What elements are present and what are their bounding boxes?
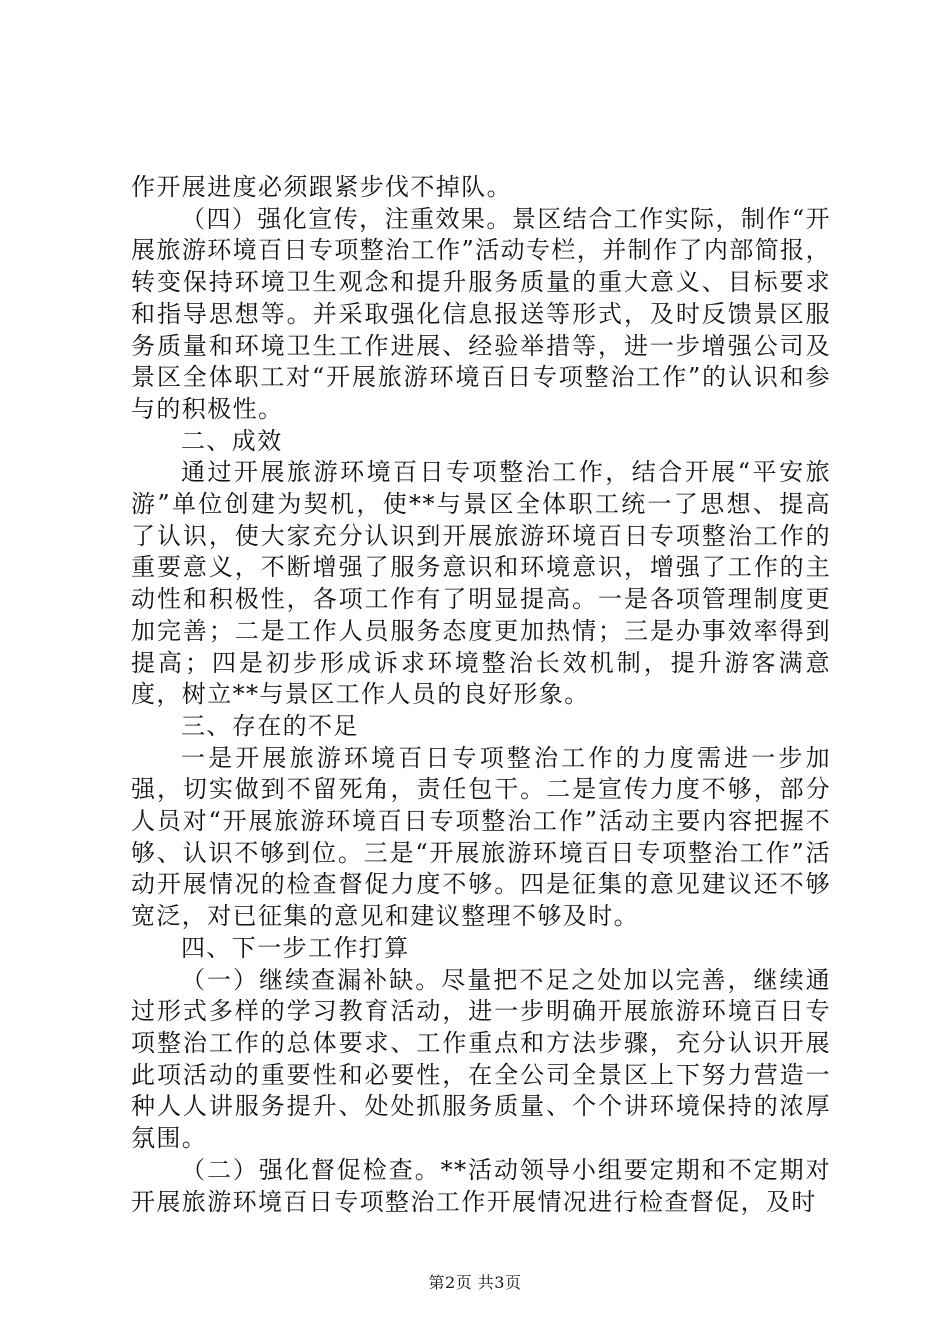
page-footer: 第2页 共3页 [428, 1273, 522, 1292]
paragraph-next-steps-1: （一）继续查漏补缺。尽量把不足之处加以完善，继续通过形式多样的学习教育活动，进一步明确开展旅游环境百日专项整治工作的总体要求、工作重点和方法步骤，充分认识开展此项活动的重要性和必要性，在全公司全景区上下努力营造一种人人讲服务提升、处处抓服务质量、个个讲环境保持的浓厚氛围。 [131, 965, 831, 1153]
document-body [131, 172, 831, 1218]
paragraph-results: 通过开展旅游环境百日专项整治工作，结合开展“平安旅游”单位创建为契机，使**与景区全体职工统一了思想、提高了认识，使大家充分认识到开展旅游环境百日专项整治工作的重要意义，不断增强了服务意识和环境意识，增强了工作的主动性和积极性，各项工作有了明显提高。一是各项管理制度更加完善；二是工作人员服务态度更加热情；三是办事效率得到提高；四是初步形成诉求环境整治长效机制，提升游客满意度，树立**与景区工作人员的良好形象。 [131, 458, 831, 709]
heading-shortcomings: 三、存在的不足 [181, 711, 359, 740]
heading-next-steps: 四、下一步工作打算 [181, 933, 410, 962]
paragraph-publicity: （四）强化宣传，注重效果。景区结合工作实际，制作“开展旅游环境百日专项整治工作”活动专栏，并制作了内部简报，转变保持环境卫生观念和提升服务质量的重大意义、目标要求和指导思想等。并采取强化信息报送等形式，及时反馈景区服务质量和环境卫生工作进展、经验举措等，进一步增强公司及景区全体职工对“开展旅游环境百日专项整治工作”的认识和参与的积极性。 [131, 204, 831, 423]
paragraph-continuation: 作开展进度必须跟紧步伐不掉队。 [131, 173, 512, 201]
heading-results: 二、成效 [181, 426, 283, 455]
paragraph-next-steps-2: （二）强化督促检查。**活动领导小组要定期和不定期对开展旅游环境百日专项整治工作开展情况进行检查督促，及时 [131, 1155, 831, 1216]
paragraph-shortcomings: 一是开展旅游环境百日专项整治工作的力度需进一步加强，切实做到不留死角，责任包干。二是宣传力度不够，部分人员对“开展旅游环境百日专项整治工作”活动主要内容把握不够、认识不够到位。三是“开展旅游环境百日专项整治工作”活动开展情况的检查督促力度不够。四是征集的意见建议还不够宽泛，对已征集的意见和建议整理不够及时。 [131, 743, 831, 931]
